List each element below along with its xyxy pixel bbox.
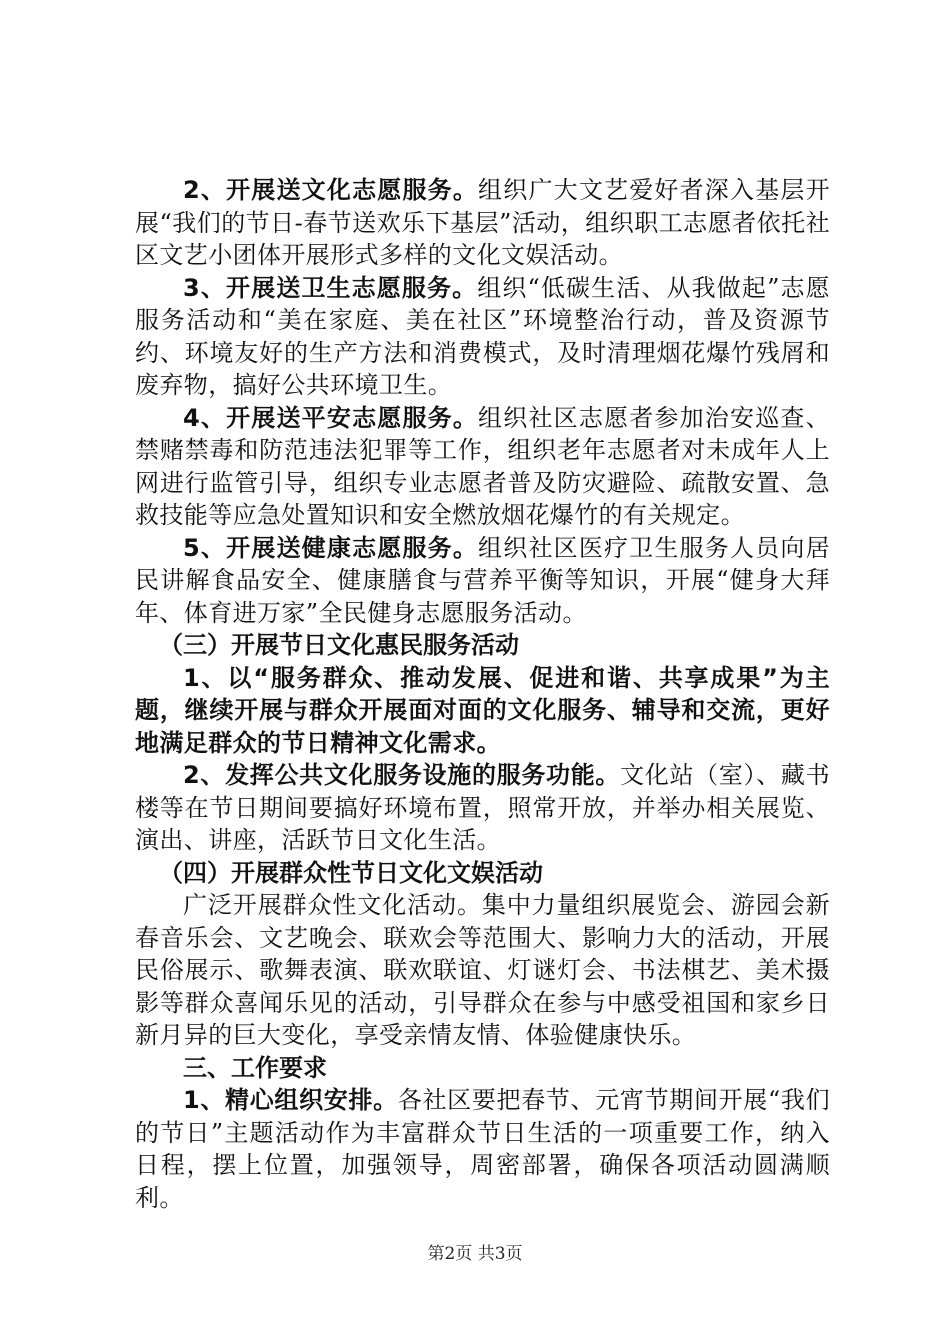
paragraph-safety-volunteer (135, 402, 830, 532)
paragraph-lead: 2、开展送文化志愿服务。 (183, 176, 479, 204)
paragraph-organize (135, 1084, 830, 1214)
paragraph-lead: 1、精心组织安排。 (183, 1086, 398, 1114)
paragraph-service-theme: 1、以“服务群众、推动发展、促进和谐、共享成果”为主题，继续开展与群众开展面对面的文化服务、辅导和交流，更好地满足群众的节日精神文化需求。 (135, 663, 830, 757)
paragraph-wellness-volunteer (135, 532, 830, 630)
section-heading-3: （三）开展节日文化惠民服务活动 (159, 631, 519, 659)
paragraph-lead: 5、开展送健康志愿服务。 (183, 533, 479, 562)
paragraph-text: 组织社区志愿者参加治安巡查、禁赌禁毒和防范违法犯罪等工作，组织老年志愿者对未成年人上网进行监管引导，组织专业志愿者普及防灾避险、疏散安置、急救技能等应急处置知识和安全燃放烟花爆竹的有关规定。 (135, 403, 830, 529)
page-footer: 第2页 共3页 (427, 1244, 523, 1264)
paragraph-lead: 3、开展送卫生志愿服务。 (183, 273, 478, 302)
part-heading-requirements: 三、工作要求 (183, 1053, 327, 1082)
document-body (135, 174, 830, 1214)
paragraph-health-volunteer (135, 272, 830, 402)
paragraph-public-facilities (135, 759, 830, 857)
paragraph-text: 组织“低碳生活、从我做起”志愿服务活动和“美在家庭、美在社区”环境整治行动，普及资源节约、环境友好的生产方法和消费模式，及时清理烟花爆竹残屑和废弃物，搞好公共环境卫生。 (135, 273, 830, 399)
paragraph-text: 各社区要把春节、元宵节期间开展“我们的节日”主题活动作为丰富群众节日生活的一项重要工作，纳入日程，摆上位置，加强领导，周密部署，确保各项活动圆满顺利。 (135, 1086, 831, 1212)
section-heading-4: （四）开展群众性节日文化文娱活动 (159, 858, 543, 887)
paragraph-lead: 2、发挥公共文化服务设施的服务功能。 (183, 761, 621, 789)
paragraph-mass-activities: 广泛开展群众性文化活动。集中力量组织展览会、游园会新春音乐会、文艺晚会、联欢会等范围大、影响力大的活动，开展民俗展示、歌舞表演、联欢联谊、灯谜灯会、书法棋艺、美术摄影等群众喜闻乐见的活动，引导群众在参与中感受祖国和家乡日新月异的巨大变化，享受亲情友情、体验健康快乐。 (135, 891, 830, 1049)
paragraph-text: 组织社区医疗卫生服务人员向居民讲解食品安全、健康膳食与营养平衡等知识，开展“健身大拜年、体育进万家”全民健身志愿服务活动。 (135, 533, 830, 627)
paragraph-text: 组织广大文艺爱好者深入基层开展“我们的节日-春节送欢乐下基层”活动，组织职工志愿者依托社区文艺小团体开展形式多样的文化文娱活动。 (135, 176, 830, 269)
paragraph-text: 文化站（室）、藏书楼等在节日期间要搞好环境布置，照常开放，并举办相关展览、演出、讲座，活跃节日文化生活。 (135, 761, 830, 854)
paragraph-lead: 4、开展送平安志愿服务。 (183, 403, 479, 432)
paragraph-culture-volunteer (135, 174, 830, 272)
